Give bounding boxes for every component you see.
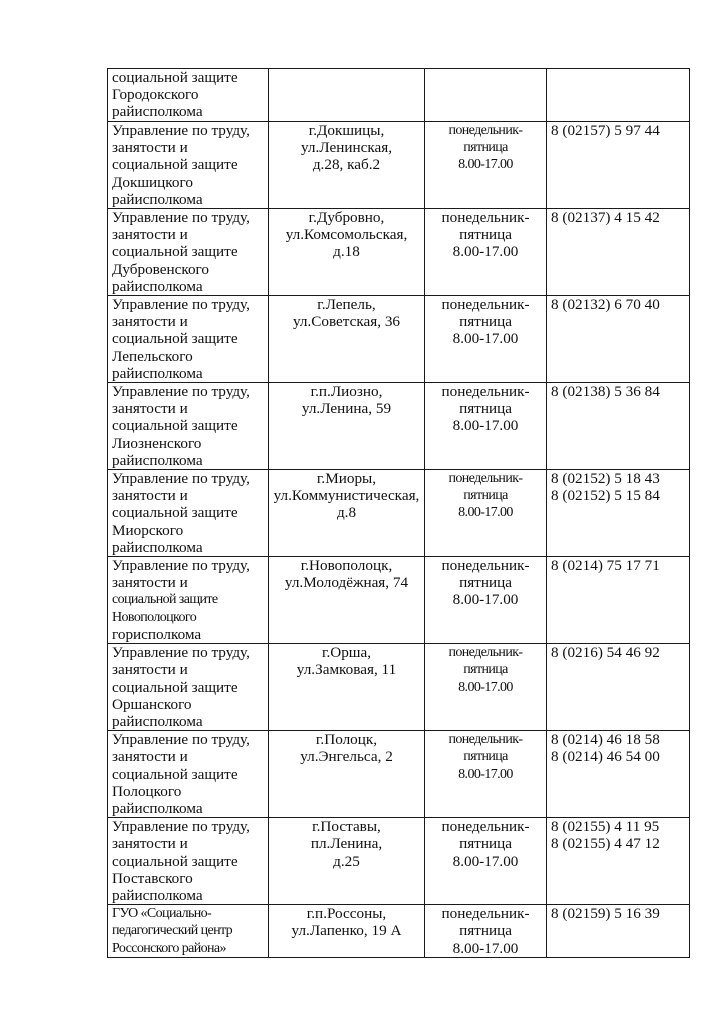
organization-cell — [108, 69, 269, 122]
phone-cell — [547, 209, 690, 296]
organization-line: социальной защите — [112, 69, 238, 86]
organization-line: социальной защите — [112, 592, 218, 608]
table-row — [108, 69, 690, 122]
working-hours-cell — [425, 470, 547, 557]
organization-line: горисполкома — [112, 625, 202, 643]
address-line: ул.Замковая, 11 — [296, 661, 397, 679]
address-cell — [269, 209, 425, 296]
organization-cell — [108, 209, 269, 296]
phone-cell — [547, 122, 690, 209]
working-hours: понедельник- пятница 8.00-17.00 — [448, 471, 523, 521]
address-cell — [269, 557, 425, 644]
organization-line: Миорского — [112, 521, 184, 539]
address-cell — [269, 69, 425, 122]
organization-line: занятости и — [112, 313, 188, 331]
address-cell — [269, 905, 425, 958]
organization-cell — [108, 296, 269, 383]
address-line: ул.Советская, 36 — [292, 313, 401, 331]
phone-cell — [547, 644, 690, 731]
organization-line: Управление по труду, — [112, 209, 250, 227]
organization-cell — [108, 470, 269, 557]
organization-line: занятости и — [112, 835, 188, 853]
table-row — [108, 644, 690, 731]
address-line: ул.Ленина, 59 — [301, 400, 392, 418]
organization-line: социальной защите — [112, 504, 238, 522]
address-line: ул.Ленинская, — [300, 139, 393, 157]
organization-line: социальной защите — [112, 417, 238, 435]
address-line: ул.Молодёжная, 74 — [284, 574, 409, 592]
phone-cell — [547, 731, 690, 818]
address-line: г.п.Россоны, — [306, 905, 387, 923]
organization-line: Докшицкого — [112, 173, 193, 191]
address-line: г.Лепель, — [317, 296, 376, 314]
phone-cell — [547, 470, 690, 557]
address-line: д.25 — [333, 852, 360, 870]
organization-line: Лиозненского — [112, 434, 202, 452]
organization-line: Управление по труду, — [112, 818, 250, 836]
address-cell — [269, 296, 425, 383]
table-row — [108, 296, 690, 383]
phone-number: 8 (0214) 46 54 00 — [551, 748, 660, 766]
address-cell — [269, 383, 425, 470]
address-cell — [269, 122, 425, 209]
phone-cell — [547, 296, 690, 383]
working-hours-cell — [425, 644, 547, 731]
phone-number: 8 (02155) 4 11 95 — [551, 818, 660, 836]
organization-line: райисполкома — [112, 538, 203, 556]
address-line: г.Орша, — [321, 644, 372, 662]
working-hours-cell — [425, 296, 547, 383]
organization-line: райисполкома — [112, 799, 203, 817]
organization-cell — [108, 731, 269, 818]
working-hours: понедельник- пятница 8.00-17.00 — [441, 557, 530, 609]
phone-number: 8 (02152) 5 15 84 — [551, 487, 660, 505]
organization-line: Управление по труду, — [112, 470, 250, 488]
table-row — [108, 383, 690, 470]
working-hours: понедельник- пятница 8.00-17.00 — [441, 818, 530, 870]
organization-line: занятости и — [112, 400, 188, 418]
working-hours: понедельник- пятница 8.00-17.00 — [448, 123, 523, 173]
organization-line: социальной защите — [112, 678, 238, 696]
address-line: г.Полоцк, — [315, 731, 378, 749]
organization-line: райисполкома — [112, 451, 203, 469]
address-line: ул.Лапенко, 19 А — [291, 922, 402, 940]
organization-line: Управление по труду, — [112, 296, 250, 314]
organization-line: Новополоцкого — [112, 609, 197, 625]
organization-line: педагогический центр — [112, 923, 233, 939]
working-hours-cell — [425, 557, 547, 644]
organization-line: занятости и — [112, 226, 188, 244]
organization-line: Оршанского — [112, 695, 192, 713]
table-row — [108, 818, 690, 905]
address-line: г.Поставы, — [312, 818, 381, 836]
table-row — [108, 905, 690, 958]
address-line: ул.Коммунистическая, — [273, 487, 420, 505]
organization-line: социальной защите — [112, 330, 238, 348]
contacts-table-body — [108, 69, 690, 958]
address-line: г.Дубровно, — [308, 209, 385, 227]
working-hours-cell — [425, 731, 547, 818]
phone-cell — [547, 69, 690, 122]
organization-line: занятости и — [112, 139, 188, 157]
working-hours-cell — [425, 383, 547, 470]
phone-number: 8 (0214) 75 17 71 — [551, 557, 660, 575]
organization-line: занятости и — [112, 661, 188, 679]
phone-cell — [547, 905, 690, 958]
working-hours-cell — [425, 905, 547, 958]
organization-cell — [108, 818, 269, 905]
phone-number: 8 (02152) 5 18 43 — [551, 470, 660, 488]
address-line: ул.Энгельса, 2 — [300, 748, 393, 766]
phone-number: 8 (02137) 4 15 42 — [551, 209, 660, 227]
table-row — [108, 209, 690, 296]
phone-number: 8 (02138) 5 36 84 — [551, 383, 660, 401]
organization-line: Управление по труду, — [112, 644, 250, 662]
working-hours-cell — [425, 122, 547, 209]
phone-number: 8 (02155) 4 47 12 — [551, 835, 660, 853]
organization-line: райисполкома — [112, 712, 203, 730]
phone-number: 8 (0214) 46 18 58 — [551, 731, 660, 749]
working-hours: понедельник- пятница 8.00-17.00 — [448, 645, 523, 695]
working-hours: понедельник- пятница 8.00-17.00 — [441, 209, 530, 261]
phone-number: 8 (02132) 6 70 40 — [551, 296, 660, 314]
working-hours: понедельник- пятница 8.00-17.00 — [448, 732, 523, 782]
address-cell — [269, 818, 425, 905]
address-cell — [269, 644, 425, 731]
table-row — [108, 470, 690, 557]
phone-cell — [547, 818, 690, 905]
address-line: пл.Ленина, — [310, 835, 383, 853]
organization-line: Управление по труду, — [112, 383, 250, 401]
organization-line: занятости и — [112, 748, 188, 766]
working-hours-cell — [425, 209, 547, 296]
table-row — [108, 122, 690, 209]
organization-line: социальной защите — [112, 852, 238, 870]
address-line: д.18 — [333, 243, 360, 261]
address-line: г.п.Лиозно, — [310, 383, 383, 401]
organization-line: занятости и — [112, 574, 188, 592]
organization-line: райисполкома — [112, 277, 203, 295]
phone-number: 8 (02157) 5 97 44 — [551, 122, 660, 139]
address-line: д.28, каб.2 — [312, 156, 381, 174]
contacts-table — [107, 68, 690, 958]
address-line: д.8 — [336, 504, 357, 522]
organization-line: Городокского — [112, 86, 199, 104]
organization-line: Управление по труду, — [112, 122, 250, 139]
address-cell — [269, 731, 425, 818]
organization-line: райисполкома — [112, 103, 203, 121]
organization-line: ГУО «Социально- — [112, 906, 212, 922]
address-line: г.Докшицы, — [308, 122, 385, 139]
working-hours: понедельник- пятница 8.00-17.00 — [441, 383, 530, 435]
organization-line: райисполкома — [112, 886, 203, 904]
organization-line: Лепельского — [112, 347, 193, 365]
phone-cell — [547, 557, 690, 644]
organization-line: Управление по труду, — [112, 557, 250, 575]
organization-line: социальной защите — [112, 243, 238, 261]
phone-cell — [547, 383, 690, 470]
working-hours-cell — [425, 818, 547, 905]
organization-line: занятости и — [112, 487, 188, 505]
phone-number: 8 (0216) 54 46 92 — [551, 644, 660, 662]
working-hours: понедельник- пятница 8.00-17.00 — [441, 296, 530, 348]
organization-cell — [108, 905, 269, 958]
table-row — [108, 557, 690, 644]
working-hours-cell — [425, 69, 547, 122]
table-row — [108, 731, 690, 818]
address-line: ул.Комсомольская, — [285, 226, 408, 244]
organization-line: райисполкома — [112, 190, 203, 208]
organization-line: Полоцкого — [112, 782, 182, 800]
organization-line: Дубровенского — [112, 260, 210, 278]
organization-cell — [108, 557, 269, 644]
working-hours: понедельник- пятница 8.00-17.00 — [441, 905, 530, 957]
organization-cell — [108, 122, 269, 209]
organization-line: Управление по труду, — [112, 731, 250, 749]
address-line: г.Новополоцк, — [300, 557, 393, 575]
organization-cell — [108, 644, 269, 731]
organization-line: социальной защите — [112, 765, 238, 783]
address-cell — [269, 470, 425, 557]
organization-line: Поставского — [112, 869, 193, 887]
organization-line: Россонского района» — [112, 940, 226, 956]
address-line: г.Миоры, — [316, 470, 377, 488]
organization-cell — [108, 383, 269, 470]
organization-line: социальной защите — [112, 156, 238, 174]
phone-number: 8 (02159) 5 16 39 — [551, 905, 660, 923]
organization-line: райисполкома — [112, 364, 203, 382]
